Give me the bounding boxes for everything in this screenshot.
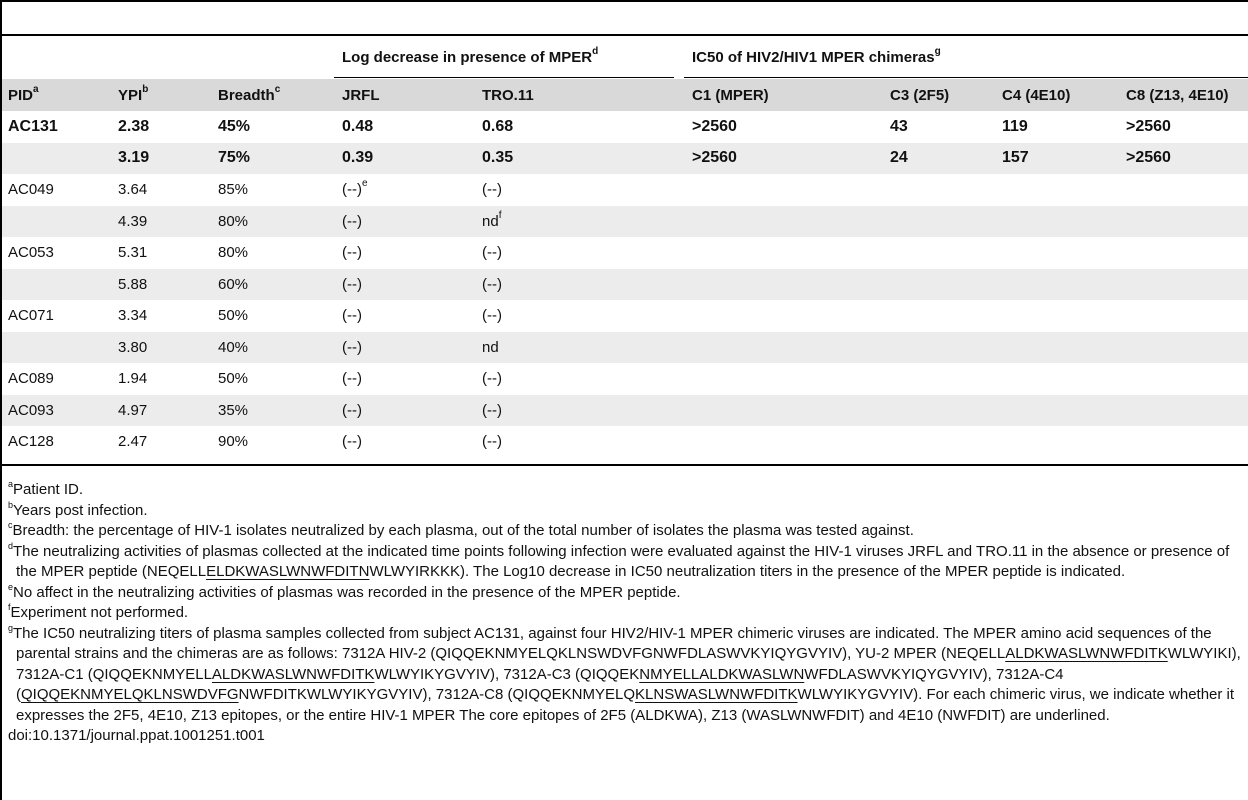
cell-c8 [1120,237,1248,269]
footnote-g: $^g$The IC50 neutralizing titers of plasma samples collected from subject AC131, against four HIV2/HIV-1 MPER chimeric viruses are indicated. The MPER amino acid sequences of the parental strains and the chimeras are as follows: 7312A HIV-2 (QIQQEKNMYELQKLNSWDVFGNWFDLASWVKYIQYGVYIV), YU-2 MPER (NEQELLALDKWASLWNWFDITKWLWYIKI), 7312A-C1 (QIQQEKNMYELLALDKWASLWNWFDITKWLWYIKYGVYIV), 7312A-C3 (QIQQEKNMYELLALDKWASLWNWFDLASWVKYIQYGVYIV), 7312A-C4 (QIQQEKNMYELQKLNSWDVFGNWFDITKWLWYIKYGVYIV), 7312A-C8 (QIQQEKNMYELQKLNSWASLWNWFDITKWLWYIKYGVYIV). For each chimeric virus, we indicate whether it expresses the 2F5, 4E10, Z13 epitopes, or the entire HIV-1 MPER The core epitopes of 2F5 (ALDKWA), Z13 (WASLWNWFDIT) and 4E10 (NWFDIT) are underlined. [8,622,1241,724]
cell-pid [2,206,112,238]
cell-c1 [686,237,884,269]
table-bottom-rule [2,464,1248,466]
cell-jrfl: (--) [342,244,362,262]
column-header: C8 (Z13, 4E10) [1120,79,1248,111]
table-row [2,395,1248,427]
cell-c1 [686,206,884,238]
underlined-epitope: QIQQEKNMYELQKLNSWDVFG [21,686,239,703]
cell-c3 [884,206,996,238]
cell-c4 [996,206,1120,238]
cell-c3 [884,174,996,206]
cell-c4 [996,363,1120,395]
cell-ypi: 1.94 [118,370,148,388]
table-row [2,426,1248,458]
cell-ypi: 4.39 [112,206,212,238]
cell-pid: AC131 [8,117,58,135]
cell-breadth: 50% [218,307,249,325]
cell-c3: 43 [890,117,908,135]
table-row [2,269,1248,301]
cell-ypi: 2.47 [118,433,148,451]
underlined-epitope: ELDKWASLWNWFDITN [206,563,370,580]
cell-breadth: 40% [212,332,336,364]
underlined-epitope: KLNSWASLWNWFDITK [635,686,798,703]
cell-c8 [1120,395,1248,427]
cell-c1 [686,363,884,395]
column-header: C3 (2F5) [884,79,996,111]
table-row [2,143,1248,175]
cell-ypi: 3.80 [112,332,212,364]
cell-ypi: 3.19 [112,143,212,175]
cell-tro: (--) [476,269,686,301]
table-row [2,332,1248,364]
table-row [2,206,1248,238]
column-header: C4 (4E10) [996,79,1120,111]
table-row [2,300,1248,332]
cell-c4 [996,174,1120,206]
cell-tro: (--) [476,395,686,427]
cell-jrfl: (--) [342,307,362,325]
cell-pid: AC093 [2,395,112,427]
cell-c1 [686,269,884,301]
cell-tro: (--) [482,370,502,388]
cell-pid: AC071 [8,307,54,325]
cell-tro: (--) [482,433,502,451]
cell-tro: 0.68 [482,117,514,135]
cell-c4 [996,300,1120,332]
cell-c8 [1120,363,1248,395]
cell-breadth: 45% [218,117,251,135]
cell-jrfl: (--) [336,269,476,301]
cell-breadth: 75% [212,143,336,175]
table-row [2,111,1248,143]
cell-c8: >2560 [1120,143,1248,175]
cell-jrfl: 0.48 [342,117,374,135]
table-row [2,174,1248,206]
cell-c8 [1120,426,1248,458]
cell-c3 [884,269,996,301]
column-header: TRO.11 [476,79,686,111]
cell-jrfl: (--) [336,206,476,238]
underlined-epitope: ALDKWASLWNWFDITK [211,665,375,683]
table-row [2,363,1248,395]
cell-breadth: 80% [212,206,336,238]
column-header: YPI$^b$ [112,79,212,111]
cell-c1 [686,426,884,458]
group-header-row [2,36,1248,79]
cell-c3 [884,237,996,269]
column-header-row [2,79,1248,111]
cell-tro: (--) [482,307,502,325]
footnote-d: $^d$The neutralizing activities of plasmas collected at the indicated time points following infection were evaluated against the HIV-1 viruses JRFL and TRO.11 in the absence or presence of the MPER peptide (NEQELLELDKWASLWNWFDITNWLWYIRKKK). The Log10 decrease in IC50 neutralization titers in the presence of the MPER peptide is indicated. [8,540,1230,580]
column-header: Breadth$^c$ [212,79,336,111]
cell-breadth: 85% [218,181,249,199]
cell-pid: AC053 [8,244,54,262]
underlined-epitope: NMYELLALDKWASLWN [639,665,805,683]
top-border [0,0,1248,2]
cell-c4: 157 [996,143,1120,175]
cell-c4 [996,332,1120,364]
cell-ypi: 5.88 [112,269,212,301]
column-header: PID$^a$ [2,79,112,111]
cell-c1 [686,300,884,332]
footnote-e: $^e$No affect in the neutralizing activities of plasmas was recorded in the presence of the MPER peptide. [8,581,681,601]
table-row [2,237,1248,269]
cell-c4: 119 [1002,117,1028,135]
cell-c4 [996,426,1120,458]
cell-tro: nd [476,332,686,364]
cell-c1 [686,332,884,364]
cell-c3 [884,395,996,427]
cell-jrfl: (--) [342,370,362,388]
cell-c8 [1120,269,1248,301]
cell-c1 [686,395,884,427]
cell-c3 [884,426,996,458]
cell-c8 [1120,206,1248,238]
cell-ypi: 4.97 [112,395,212,427]
cell-pid: AC049 [8,181,54,199]
ic50-group-header: IC50 of HIV2/HIV1 MPER chimeras$^g$ [692,46,941,66]
footnote-a: $^a$Patient ID. [8,479,84,498]
cell-tro: $nd^f$ [476,206,686,238]
cell-c3 [884,363,996,395]
cell-ypi: 3.34 [118,307,148,325]
cell-jrfl: (--) [342,433,362,451]
cell-tro: (--) [482,181,502,199]
doi-line: doi:10.1371/journal.ppat.1001251.t001 [8,727,265,744]
cell-ypi: 3.64 [118,181,148,199]
cell-c1: >2560 [686,143,884,175]
footnote-b: $^b$Years post infection. [8,499,148,519]
cell-breadth: 90% [218,433,249,451]
log-decrease-group-header: Log decrease in presence of MPER$^d$ [342,46,599,66]
cell-jrfl: 0.39 [336,143,476,175]
footnotes [8,480,1246,747]
underlined-epitope: ALDKWASLWNWFDITK [1005,645,1168,662]
cell-tro: (--) [482,244,502,262]
cell-jrfl: (--) [336,395,476,427]
cell-jrfl: $(--)^e$ [342,178,368,199]
cell-c1: >2560 [692,117,737,135]
data-table [2,36,1248,458]
cell-tro: 0.35 [476,143,686,175]
cell-c4 [996,395,1120,427]
cell-c8 [1120,174,1248,206]
cell-ypi: 5.31 [118,244,148,262]
footnote-f: $^f$Experiment not performed. [8,602,189,621]
cell-c4 [996,237,1120,269]
cell-pid: AC128 [8,433,54,451]
footnote-c: $^c$Breadth: the percentage of HIV-1 isolates neutralized by each plasma, out of the total number of isolates the plasma was tested against. [8,520,914,539]
column-header: JRFL [336,79,476,111]
cell-c3 [884,300,996,332]
cell-ypi: 2.38 [118,117,150,135]
cell-c3 [884,332,996,364]
cell-c8 [1120,300,1248,332]
cell-c3: 24 [884,143,996,175]
cell-c4 [996,269,1120,301]
cell-pid [2,269,112,301]
cell-breadth: 60% [212,269,336,301]
cell-pid [2,332,112,364]
column-header: C1 (MPER) [686,79,884,111]
cell-breadth: 35% [212,395,336,427]
cell-jrfl: (--) [336,332,476,364]
cell-breadth: 80% [218,244,249,262]
cell-pid: AC089 [8,370,54,388]
cell-c8: >2560 [1126,117,1171,135]
cell-pid [2,143,112,175]
cell-c1 [686,174,884,206]
cell-c8 [1120,332,1248,364]
cell-breadth: 50% [218,370,249,388]
